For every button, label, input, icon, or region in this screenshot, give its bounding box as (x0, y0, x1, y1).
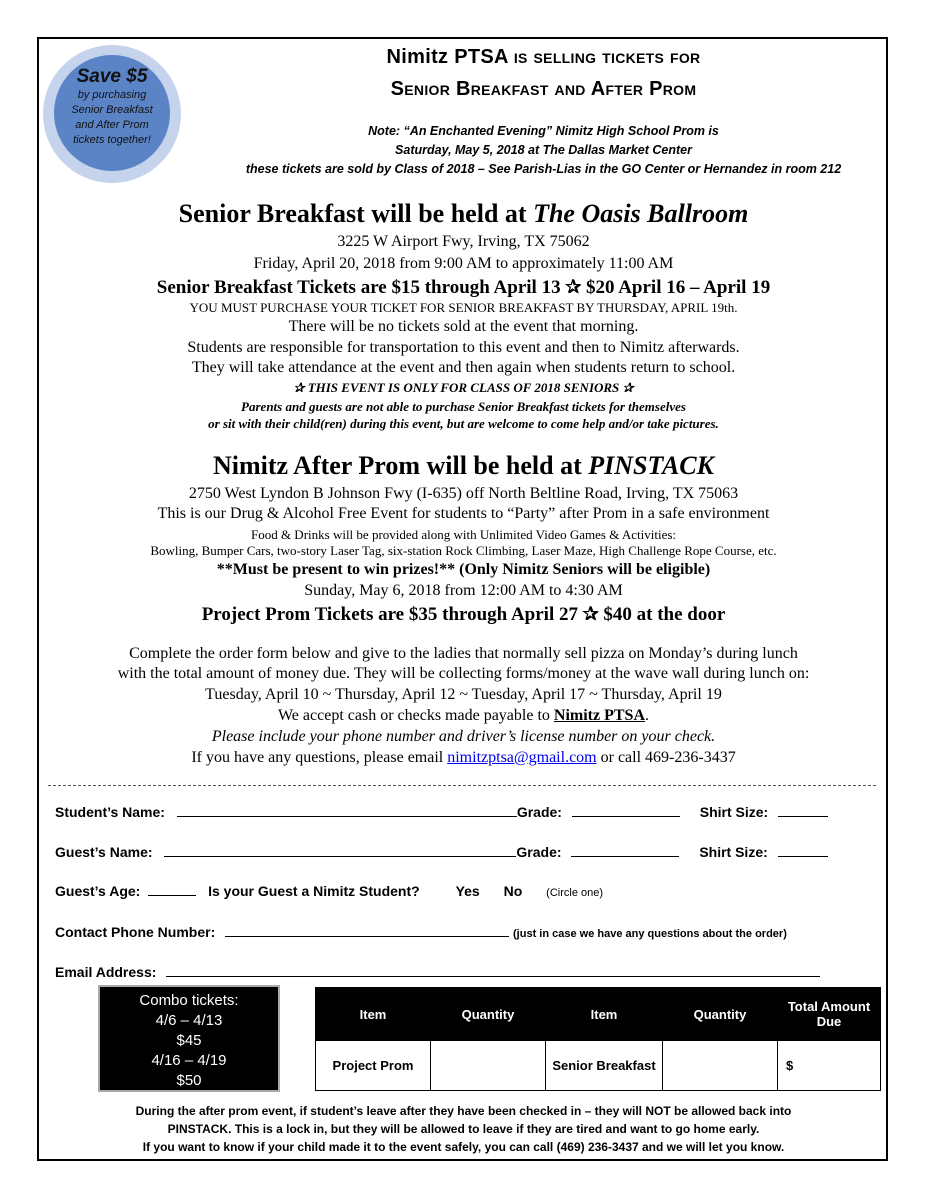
star-icon: ✰ (582, 604, 599, 625)
breakfast-parents-1: Parents and guests are not able to purchase Senior Breakfast tickets for themselves (241, 399, 686, 414)
prom-line: This is our Drug & Alcohol Free Event for students to “Party” after Prom in a safe environment (157, 505, 770, 522)
order-table (315, 987, 881, 1091)
badge-line: tickets together! (73, 134, 151, 146)
phone-note: (just in case we have any questions about the order) (513, 928, 787, 940)
note-line-3: these tickets are sold by Class of 2018 – See Parish-Lias in the GO Center or Hernandez in room 212 (245, 162, 842, 176)
star-icon: ✰ (565, 277, 582, 298)
order-header-row (316, 988, 881, 1041)
footer-line: During the after prom event, if student’s leave after they have been checked in – they will NOT be allowed back into (135, 1104, 792, 1118)
star-icon: ✰ (293, 380, 305, 395)
prom-venue: PINSTACK (588, 451, 714, 480)
star-icon: ✰ (622, 380, 634, 395)
note-line-2: Saturday, May 5, 2018 at The Dallas Market Center (395, 143, 692, 157)
order-header-cell: Quantity (431, 988, 546, 1041)
breakfast-address: 3225 W Airport Fwy, Irving, TX 75062 (337, 233, 590, 250)
breakfast-line: There will be no tickets sold at the event that morning. (288, 318, 639, 335)
instructions-check-note: Please include your phone number and driver’s license number on your check. (211, 728, 716, 745)
footer-line: PINSTACK. This is a lock in, but they will be allowed to leave if they are tired and want to go home early. (167, 1122, 760, 1136)
instructions-line: Complete the order form below and give to the ladies that normally sell pizza on Monday’s during lunch (129, 645, 798, 662)
breakfast-parents-2: or sit with their child(ren) during this event, but are welcome to come help and/or take pictures. (208, 416, 719, 431)
cut-line (48, 785, 876, 786)
prom-line: Bowling, Bumper Cars, two-story Laser Tag, six-station Rock Climbing, Laser Maze, High Challenge Rope Course, etc. (150, 543, 777, 558)
combo-title: Combo tickets: (139, 992, 239, 1009)
email-link[interactable]: nimitzptsa@gmail.com (447, 749, 597, 766)
email-field[interactable] (166, 962, 820, 977)
student-shirt-field[interactable] (778, 802, 828, 817)
breakfast-line: Students are responsible for transportation to this event and then to Nimitz afterwards. (187, 339, 740, 356)
contact-prefix: If you have any questions, please email (191, 749, 444, 766)
prom-prizes: **Must be present to win prizes!** (Only Nimitz Seniors will be eligible) (216, 561, 711, 578)
order-qty-prom[interactable] (431, 1041, 546, 1091)
guest-name-label: Guest’s Name: (55, 844, 153, 860)
grade-label: Grade: (516, 844, 562, 860)
prom-title-prefix: Nimitz After Prom will be held at (213, 451, 582, 480)
guest-age-label: Guest’s Age: (55, 883, 141, 899)
breakfast-price-b: $20 April 16 – April 19 (586, 277, 771, 298)
phone-field[interactable] (225, 922, 509, 937)
guest-age-row (55, 881, 603, 899)
order-row (316, 1041, 881, 1091)
grade-label: Grade: (516, 804, 562, 820)
badge-title: Save $5 (76, 66, 148, 87)
shirt-size-label: Shirt Size: (699, 844, 768, 860)
instructions-payable: We accept cash or checks made payable to Nimitz PTSA. (277, 707, 649, 724)
breakfast-date: Friday, April 20, 2018 from 9:00 AM to approximately 11:00 AM (253, 255, 674, 272)
footer-line: If you want to know if your child made it to the event safely, you can call (469) 236-3437 and we will let you know. (142, 1140, 785, 1154)
payee: Nimitz PTSA (553, 707, 645, 724)
prom-price-a: Project Prom Tickets are $35 through April 27 (201, 604, 578, 625)
no-option[interactable]: No (503, 883, 523, 899)
combo-box (98, 985, 280, 1092)
badge-line: by purchasing (77, 89, 147, 101)
breakfast-title-prefix: Senior Breakfast will be held at (178, 199, 527, 228)
breakfast-line: They will take attendance at the event and then again when students return to school. (191, 359, 736, 376)
order-header-cell: Item (316, 988, 431, 1041)
breakfast-only (40, 380, 887, 396)
student-name-label: Student’s Name: (55, 804, 165, 820)
combo-price-2: $50 (176, 1072, 202, 1089)
guest-grade-field[interactable] (571, 842, 679, 857)
order-qty-breakfast[interactable] (663, 1041, 778, 1091)
breakfast-price (40, 276, 887, 299)
guest-name-field[interactable] (164, 842, 516, 857)
badge-line: Senior Breakfast (71, 104, 153, 116)
prom-price (40, 603, 887, 626)
guest-row (55, 842, 828, 860)
order-header-cell: Quantity (663, 988, 778, 1041)
combo-price-1: $45 (176, 1032, 202, 1049)
prom-price-b: $40 at the door (603, 604, 726, 625)
header-rest: is selling tickets for (513, 46, 701, 68)
phone-row (55, 922, 787, 940)
shirt-size-label: Shirt Size: (699, 804, 769, 820)
email-row (55, 962, 820, 980)
prom-line: Food & Drinks will be provided along with Unlimited Video Games & Activities: (250, 527, 677, 542)
yes-option[interactable]: Yes (455, 883, 480, 899)
combo-range-1: 4/6 – 4/13 (155, 1012, 223, 1029)
order-item-breakfast: Senior Breakfast (546, 1041, 663, 1091)
prom-title (40, 451, 887, 481)
breakfast-price-a: Senior Breakfast Tickets are $15 through April 13 (156, 277, 561, 298)
guest-shirt-field[interactable] (778, 842, 828, 857)
header-org: Nimitz PTSA (386, 46, 508, 68)
order-header-cell: Item (546, 988, 663, 1041)
payable-prefix: We accept cash or checks made payable to (277, 707, 550, 724)
circle-one-note: (Circle one) (546, 887, 604, 899)
email-label: Email Address: (55, 964, 157, 980)
prom-date: Sunday, May 6, 2018 from 12:00 AM to 4:30 AM (304, 582, 623, 599)
badge-line: and After Prom (75, 119, 149, 131)
breakfast-venue: The Oasis Ballroom (533, 199, 749, 228)
note-line-1: Note: “An Enchanted Evening” Nimitz High School Prom is (368, 124, 719, 138)
instructions-line: Tuesday, April 10 ~ Thursday, April 12 ~ Tuesday, April 17 ~ Thursday, April 19 (205, 686, 722, 703)
guest-age-field[interactable] (148, 881, 196, 896)
instructions-line: with the total amount of money due. They will be collecting forms/money at the wave wall during lunch on: (117, 665, 810, 682)
header-line-1 (120, 46, 927, 69)
breakfast-only-text: THIS EVENT IS ONLY FOR CLASS OF 2018 SENIORS (307, 380, 620, 395)
contact-suffix: or call 469-236-3437 (600, 749, 736, 766)
instructions-contact (40, 749, 887, 767)
order-item-prom: Project Prom (316, 1041, 431, 1091)
combo-range-2: 4/16 – 4/19 (151, 1052, 227, 1069)
header-line-2: Senior Breakfast and After Prom (390, 78, 697, 100)
phone-label: Contact Phone Number: (55, 924, 216, 940)
student-name-field[interactable] (177, 802, 517, 817)
breakfast-deadline: YOU MUST PURCHASE YOUR TICKET FOR SENIOR BREAKFAST BY THURSDAY, APRIL 19th. (189, 300, 738, 315)
student-row (55, 802, 828, 820)
order-total[interactable]: $ (778, 1041, 881, 1091)
breakfast-title (40, 199, 887, 229)
order-header-cell: Total Amount Due (778, 988, 881, 1041)
student-grade-field[interactable] (572, 802, 680, 817)
prom-address: 2750 West Lyndon B Johnson Fwy (I-635) off North Beltline Road, Irving, TX 75063 (188, 485, 739, 502)
guest-question: Is your Guest a Nimitz Student? (208, 883, 420, 899)
